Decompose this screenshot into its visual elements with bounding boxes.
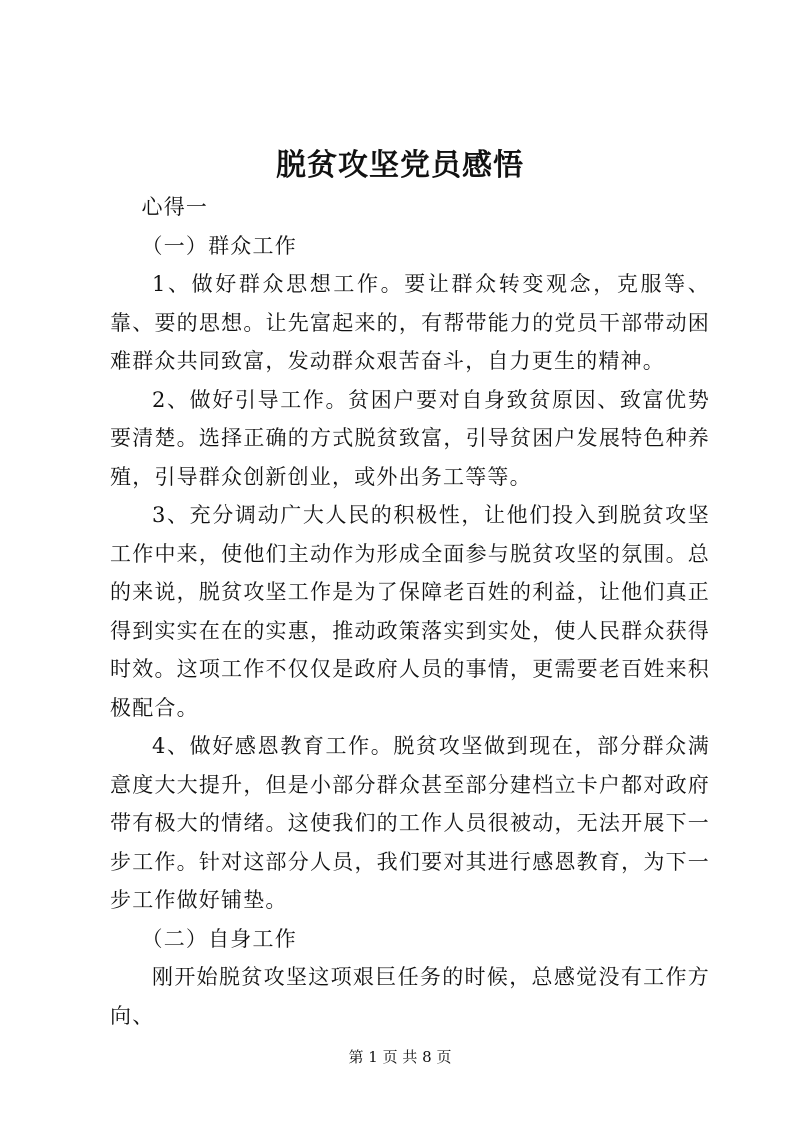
paragraph: 3、充分调动广大人民的积极性，让他们投入到脱贫攻坚工作中来，使他们主动作为形成全面参与脱贫攻坚的氛围。总的来说，脱贫攻坚工作是为了保障老百姓的利益，让他们真正得到实实在在的实惠，推动政策落实到实处，使人民群众获得时效。这项工作不仅仅是政府人员的事情，更需要老百姓来积极配合。 [110, 503, 710, 720]
document-body [110, 188, 710, 1035]
paragraph: 1、做好群众思想工作。要让群众转变观念，克服等、靠、要的思想。让先富起来的，有帮带能力的党员干部带动困难群众共同致富，发动群众艰苦奋斗，自力更生的精神。 [110, 272, 710, 373]
paragraph: 4、做好感恩教育工作。脱贫攻坚做到现在，部分群众满意度大大提升，但是小部分群众甚至部分建档立卡户都对政府带有极大的情绪。这使我们的工作人员很被动，无法开展下一步工作。针对这部分人员，我们要对其进行感恩教育，为下一步工作做好铺垫。 [110, 734, 710, 912]
subsection-heading: （一）群众工作 [141, 233, 297, 258]
paragraph: 刚开始脱贫攻坚这项艰巨任务的时候，总感觉没有工作方向、 [110, 965, 710, 1028]
paragraph: 2、做好引导工作。贫困户要对自身致贫原因、致富优势要清楚。选择正确的方式脱贫致富，引导贫困户发展特色种养殖，引导群众创新创业，或外出务工等等。 [110, 387, 710, 489]
section-label: 心得一 [141, 195, 209, 219]
page-number-footer: 第 1 页 共 8 页 [348, 1048, 452, 1066]
subsection-heading: （二）自身工作 [141, 926, 297, 951]
document-title: 脱贫攻坚党员感悟 [276, 148, 524, 183]
